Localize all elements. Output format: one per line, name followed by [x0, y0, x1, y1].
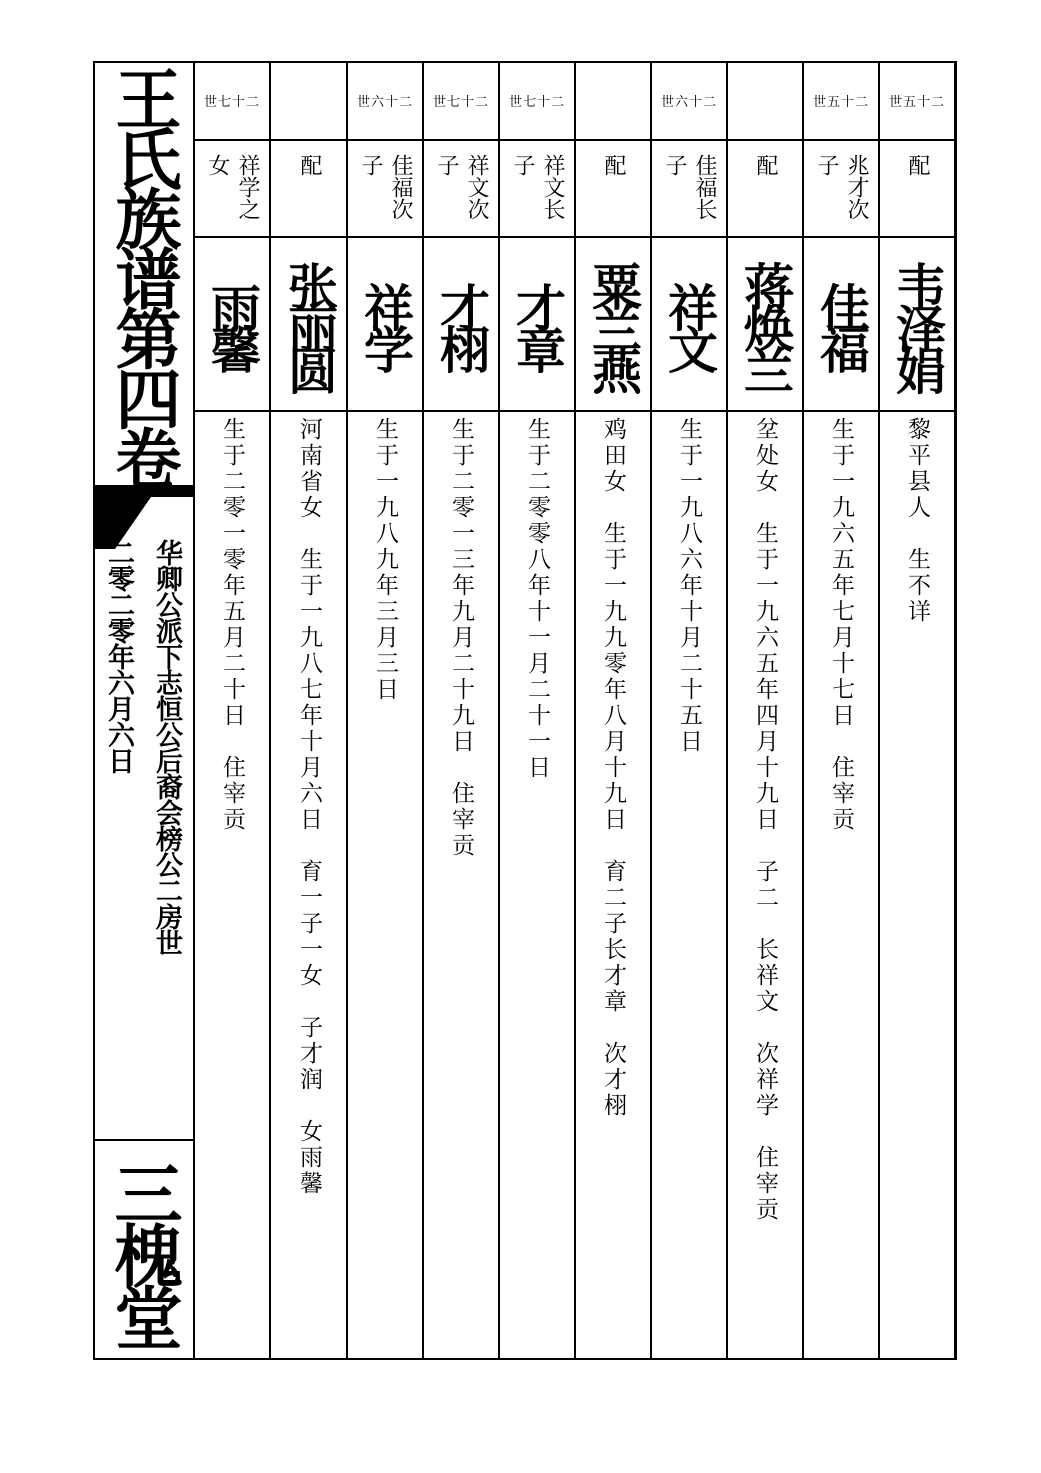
person-bio: 黎平县人 生不详: [904, 417, 930, 625]
cover-panel: [93, 61, 195, 1360]
lineage-subtitle: 华卿公派下志恒公后裔会榜公二房世: [151, 539, 182, 955]
person-name: 蒋焕兰: [736, 261, 795, 387]
person-bio: 生于一九八六年十月二十五日: [676, 417, 702, 755]
person-column: [652, 61, 728, 1360]
relation-label: 兆才次子: [814, 153, 869, 220]
person-bio: 生于二零零八年十一月二十一日: [524, 417, 550, 781]
generation-label: 世六十二: [356, 94, 413, 110]
genealogy-grid: [195, 61, 956, 1360]
person-column: [424, 61, 500, 1360]
person-bio: 河南省女 生于一九八七年十月六日 育一子一女 子才润 女雨馨: [296, 417, 322, 1197]
generation-label: 世五十二: [812, 94, 869, 110]
person-column: [500, 61, 576, 1360]
relation-label: 佳福次子: [358, 153, 413, 220]
generation-label: 世七十二: [432, 94, 489, 110]
person-bio: 生于一九八九年三月三日: [372, 417, 398, 703]
relation-label: 配: [297, 153, 322, 176]
relation-label: 祥文次子: [434, 153, 489, 220]
person-column: [880, 61, 956, 1360]
person-column: [576, 61, 652, 1360]
person-bio: 鸡田女 生于一九九零年八月十九日 育二子长才章 次才栩: [600, 417, 626, 1119]
person-name: 祥文: [660, 282, 719, 366]
generation-label: [728, 61, 802, 139]
person-name: 佳福: [812, 282, 871, 366]
generation-label: [576, 61, 650, 139]
person-column: [804, 61, 880, 1360]
person-column: [728, 61, 804, 1360]
person-bio: 坌处女 生于一九六五年四月十九日 子二 长祥文 次祥学 住宰贡: [752, 417, 778, 1223]
relation-label: 配: [601, 153, 626, 176]
generation-label: [272, 61, 346, 139]
person-name: 祥学: [356, 282, 415, 366]
book-title: 王氏族谱第四卷: [104, 65, 182, 485]
relation-label: 祥学之女: [205, 153, 260, 220]
relation-label: 配: [753, 153, 778, 176]
hall-name: 三槐堂: [103, 1159, 183, 1345]
generation-label: 世七十二: [508, 94, 565, 110]
generation-label: 世五十二: [888, 94, 945, 110]
person-name: 才栩: [432, 282, 491, 366]
compile-date: 二零二零年六月六日: [103, 539, 134, 773]
person-column: [348, 61, 424, 1360]
person-bio: 生于二零一三年九月二十九日 住宰贡: [448, 417, 474, 859]
person-column: [195, 61, 271, 1360]
generation-label: 世六十二: [660, 94, 717, 110]
person-name: 雨馨: [203, 282, 262, 366]
person-name: 张丽圆: [280, 261, 339, 387]
relation-label: 祥文长子: [510, 153, 565, 220]
relation-label: 配: [905, 153, 930, 176]
relation-label: 佳福长子: [662, 153, 717, 220]
generation-label: 世七十二: [203, 94, 260, 110]
person-name: 韦泽娟: [888, 261, 947, 387]
person-name: 粟兰燕: [584, 261, 643, 387]
person-bio: 生于二零一零年五月二十日 住宰贡: [219, 417, 245, 833]
person-column: [272, 61, 348, 1360]
hall-divider: [93, 1139, 193, 1141]
person-name: 才章: [508, 282, 567, 366]
person-bio: 生于一九六五年七月十七日 住宰贡: [828, 417, 854, 833]
